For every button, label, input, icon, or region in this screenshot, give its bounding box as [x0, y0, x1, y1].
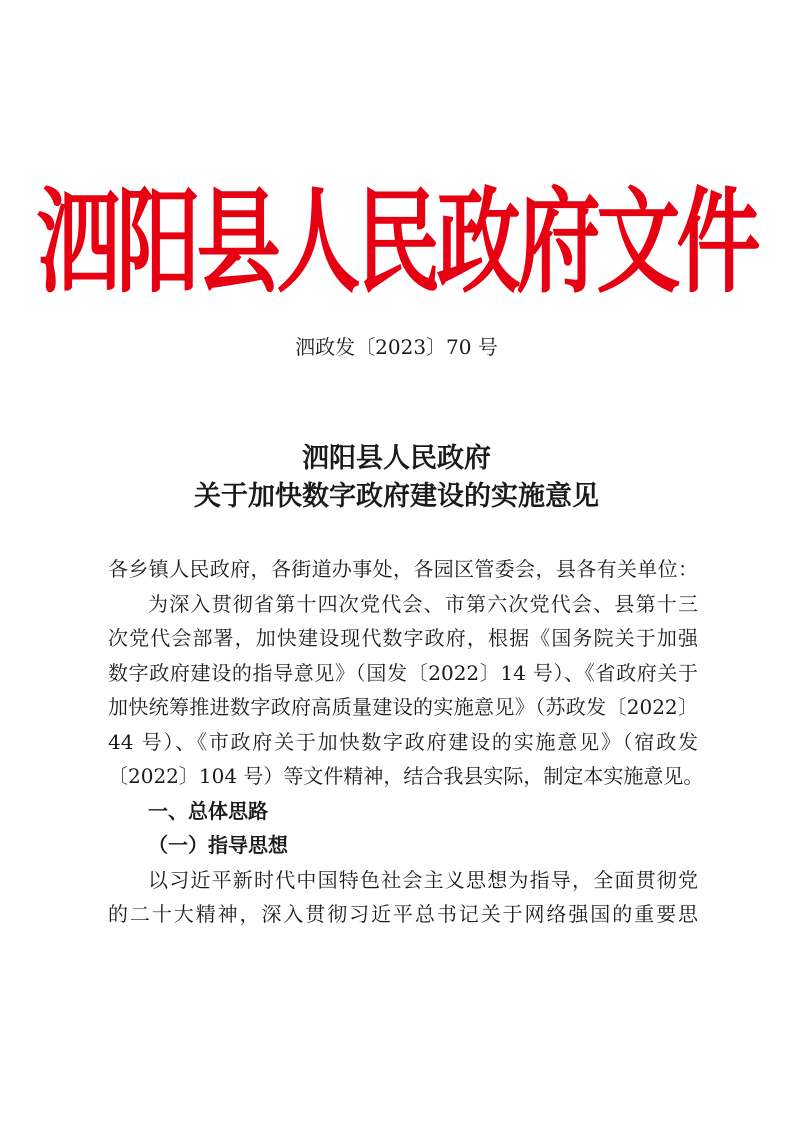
intro-line-5: 44 号）、《市政府关于加快数字政府建设的实施意见》（宿政发	[108, 729, 698, 754]
title-line-1: 泗阳县人民政府	[302, 443, 491, 474]
masthead-title: 泗阳县人民政府文件	[36, 176, 757, 309]
intro-line-6: 〔2022〕104 号）等文件精神，结合我县实际，制定本实施意见。	[108, 764, 704, 788]
section-heading: 一、总体思路	[148, 798, 268, 823]
intro-line-3: 数字政府建设的指导意见》（国发〔2022〕14 号）、《省政府关于	[108, 660, 698, 685]
guiding-line-1: 以习近平新时代中国特色社会主义思想为指导，全面贯彻党	[148, 867, 698, 892]
intro-line-1: 为深入贯彻省第十四次党代会、市第六次党代会、县第十三	[148, 591, 698, 616]
document-body	[108, 552, 704, 932]
guiding-line-2: 的二十大精神，深入贯彻习近平总书记关于网络强国的重要思	[108, 902, 698, 926]
title-line-2: 关于加快数字政府建设的实施意见	[194, 481, 599, 512]
salutation: 各乡镇人民政府，各街道办事处，各园区管委会，县各有关单位：	[108, 557, 698, 581]
intro-line-2: 次党代会部署，加快建设现代数字政府，根据《国务院关于加强	[108, 626, 698, 650]
document-number: 泗政发〔2023〕70 号	[295, 335, 498, 359]
intro-line-4: 加快统筹推进数字政府高质量建设的实施意见》（苏政发〔2022〕	[108, 695, 698, 719]
document-title	[0, 440, 793, 516]
subsection-heading: （一）指导思想	[148, 833, 288, 857]
